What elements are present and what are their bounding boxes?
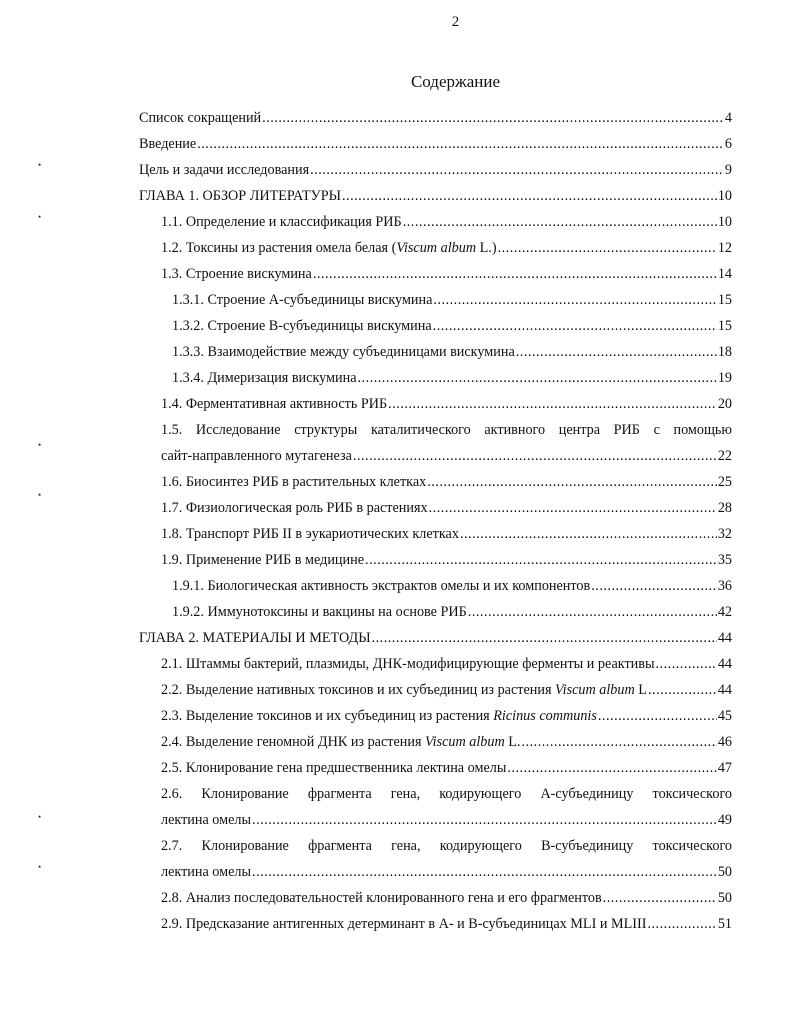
toc-entry[interactable]: 1.3.4. Димеризация вискумина ..... 19 <box>139 370 732 396</box>
scan-speck: • <box>38 862 42 872</box>
toc-entry[interactable]: 2.5. Клонирование гена предшественника лектина омелы ..... 47 <box>139 760 732 786</box>
toc-entry[interactable]: 1.8. Транспорт РИБ II в эукариотических клетках ..... 32 <box>139 526 732 552</box>
toc-entry[interactable]: 2.9. Предсказание антигенных детерминант в А- и В-субъединицах MLI и MLIII ..... 51 <box>139 916 732 942</box>
toc-entry[interactable]: 1.1. Определение и классификация РИБ ..... 10 <box>139 214 732 240</box>
toc-entry[interactable]: 1.2. Токсины из растения омела белая (Viscum album L.) ..... 12 <box>139 240 732 266</box>
scan-speck: • <box>38 812 42 822</box>
toc-entry[interactable]: 2.8. Анализ последовательностей клонированного гена и его фрагментов ..... 50 <box>139 890 732 916</box>
scan-speck: • <box>38 212 42 222</box>
toc-entry[interactable]: 1.7. Физиологическая роль РИБ в растениях ..... 28 <box>139 500 732 526</box>
toc-entry[interactable]: сайт-направленного мутагенеза ..... 22 <box>139 448 732 474</box>
toc-entry[interactable]: лектина омелы ..... 49 <box>139 812 732 838</box>
toc-entry[interactable]: 1.6. Биосинтез РИБ в растительных клетках ..... 25 <box>139 474 732 500</box>
toc-entry[interactable]: 2.1. Штаммы бактерий, плазмиды, ДНК-модифицирующие ферменты и реактивы ..... 44 <box>139 656 732 682</box>
scan-speck: • <box>38 160 42 170</box>
toc-entry[interactable]: 1.9.2. Иммунотоксины и вакцины на основе РИБ ..... 42 <box>139 604 732 630</box>
toc-entry[interactable]: Введение ..... 6 <box>139 136 732 162</box>
page-title: Содержание <box>410 72 501 91</box>
toc-entry[interactable]: 1.4. Ферментативная активность РИБ ..... 20 <box>139 396 732 422</box>
toc-entry[interactable]: 1.9.1. Биологическая активность экстрактов омелы и их компонентов ..... 36 <box>139 578 732 604</box>
toc-entry-line1[interactable]: 2.6. Клонирование фрагмента гена, кодирующего А-субъединицу токсического <box>161 786 732 802</box>
toc-entry[interactable]: Цель и задачи исследования ..... 9 <box>139 162 732 188</box>
toc-entry[interactable]: Список сокращений ..... 4 <box>139 110 732 136</box>
toc-entry-line1[interactable]: 2.7. Клонирование фрагмента гена, кодирующего В-субъединицу токсического <box>161 838 732 854</box>
toc-entry-chapter[interactable]: ГЛАВА 2. МАТЕРИАЛЫ И МЕТОДЫ ..... 44 <box>139 630 732 656</box>
toc-entry-line1[interactable]: 1.5. Исследование структуры каталитического активного центра РИБ с помощью <box>161 422 732 438</box>
toc-entry[interactable]: 1.3. Строение вискумина ..... 14 <box>139 266 732 292</box>
page-number: 2 <box>451 14 460 30</box>
toc-entry[interactable]: 1.3.1. Строение А-субъединицы вискумина ..... 15 <box>139 292 732 318</box>
toc-entry-chapter[interactable]: ГЛАВА 1. ОБЗОР ЛИТЕРАТУРЫ ..... 10 <box>139 188 732 214</box>
toc-entry[interactable]: лектина омелы ..... 50 <box>139 864 732 890</box>
scan-speck: • <box>38 490 42 500</box>
toc-entry[interactable]: 2.2. Выделение нативных токсинов и их субъединиц из растения Viscum album L ..... 44 <box>139 682 732 708</box>
toc-entry[interactable]: 1.3.3. Взаимодействие между субъединицами вискумина ..... 18 <box>139 344 732 370</box>
toc-entry[interactable]: 2.4. Выделение геномной ДНК из растения Viscum album L. ..... 46 <box>139 734 732 760</box>
toc-entry[interactable]: 1.9. Применение РИБ в медицине ..... 35 <box>139 552 732 578</box>
scan-speck: • <box>38 440 42 450</box>
toc-entry[interactable]: 2.3. Выделение токсинов и их субъединиц из растения Ricinus communis ..... 45 <box>139 708 732 734</box>
toc-entry[interactable]: 1.3.2. Строение В-субъединицы вискумина ..... 15 <box>139 318 732 344</box>
table-of-contents <box>139 110 732 942</box>
